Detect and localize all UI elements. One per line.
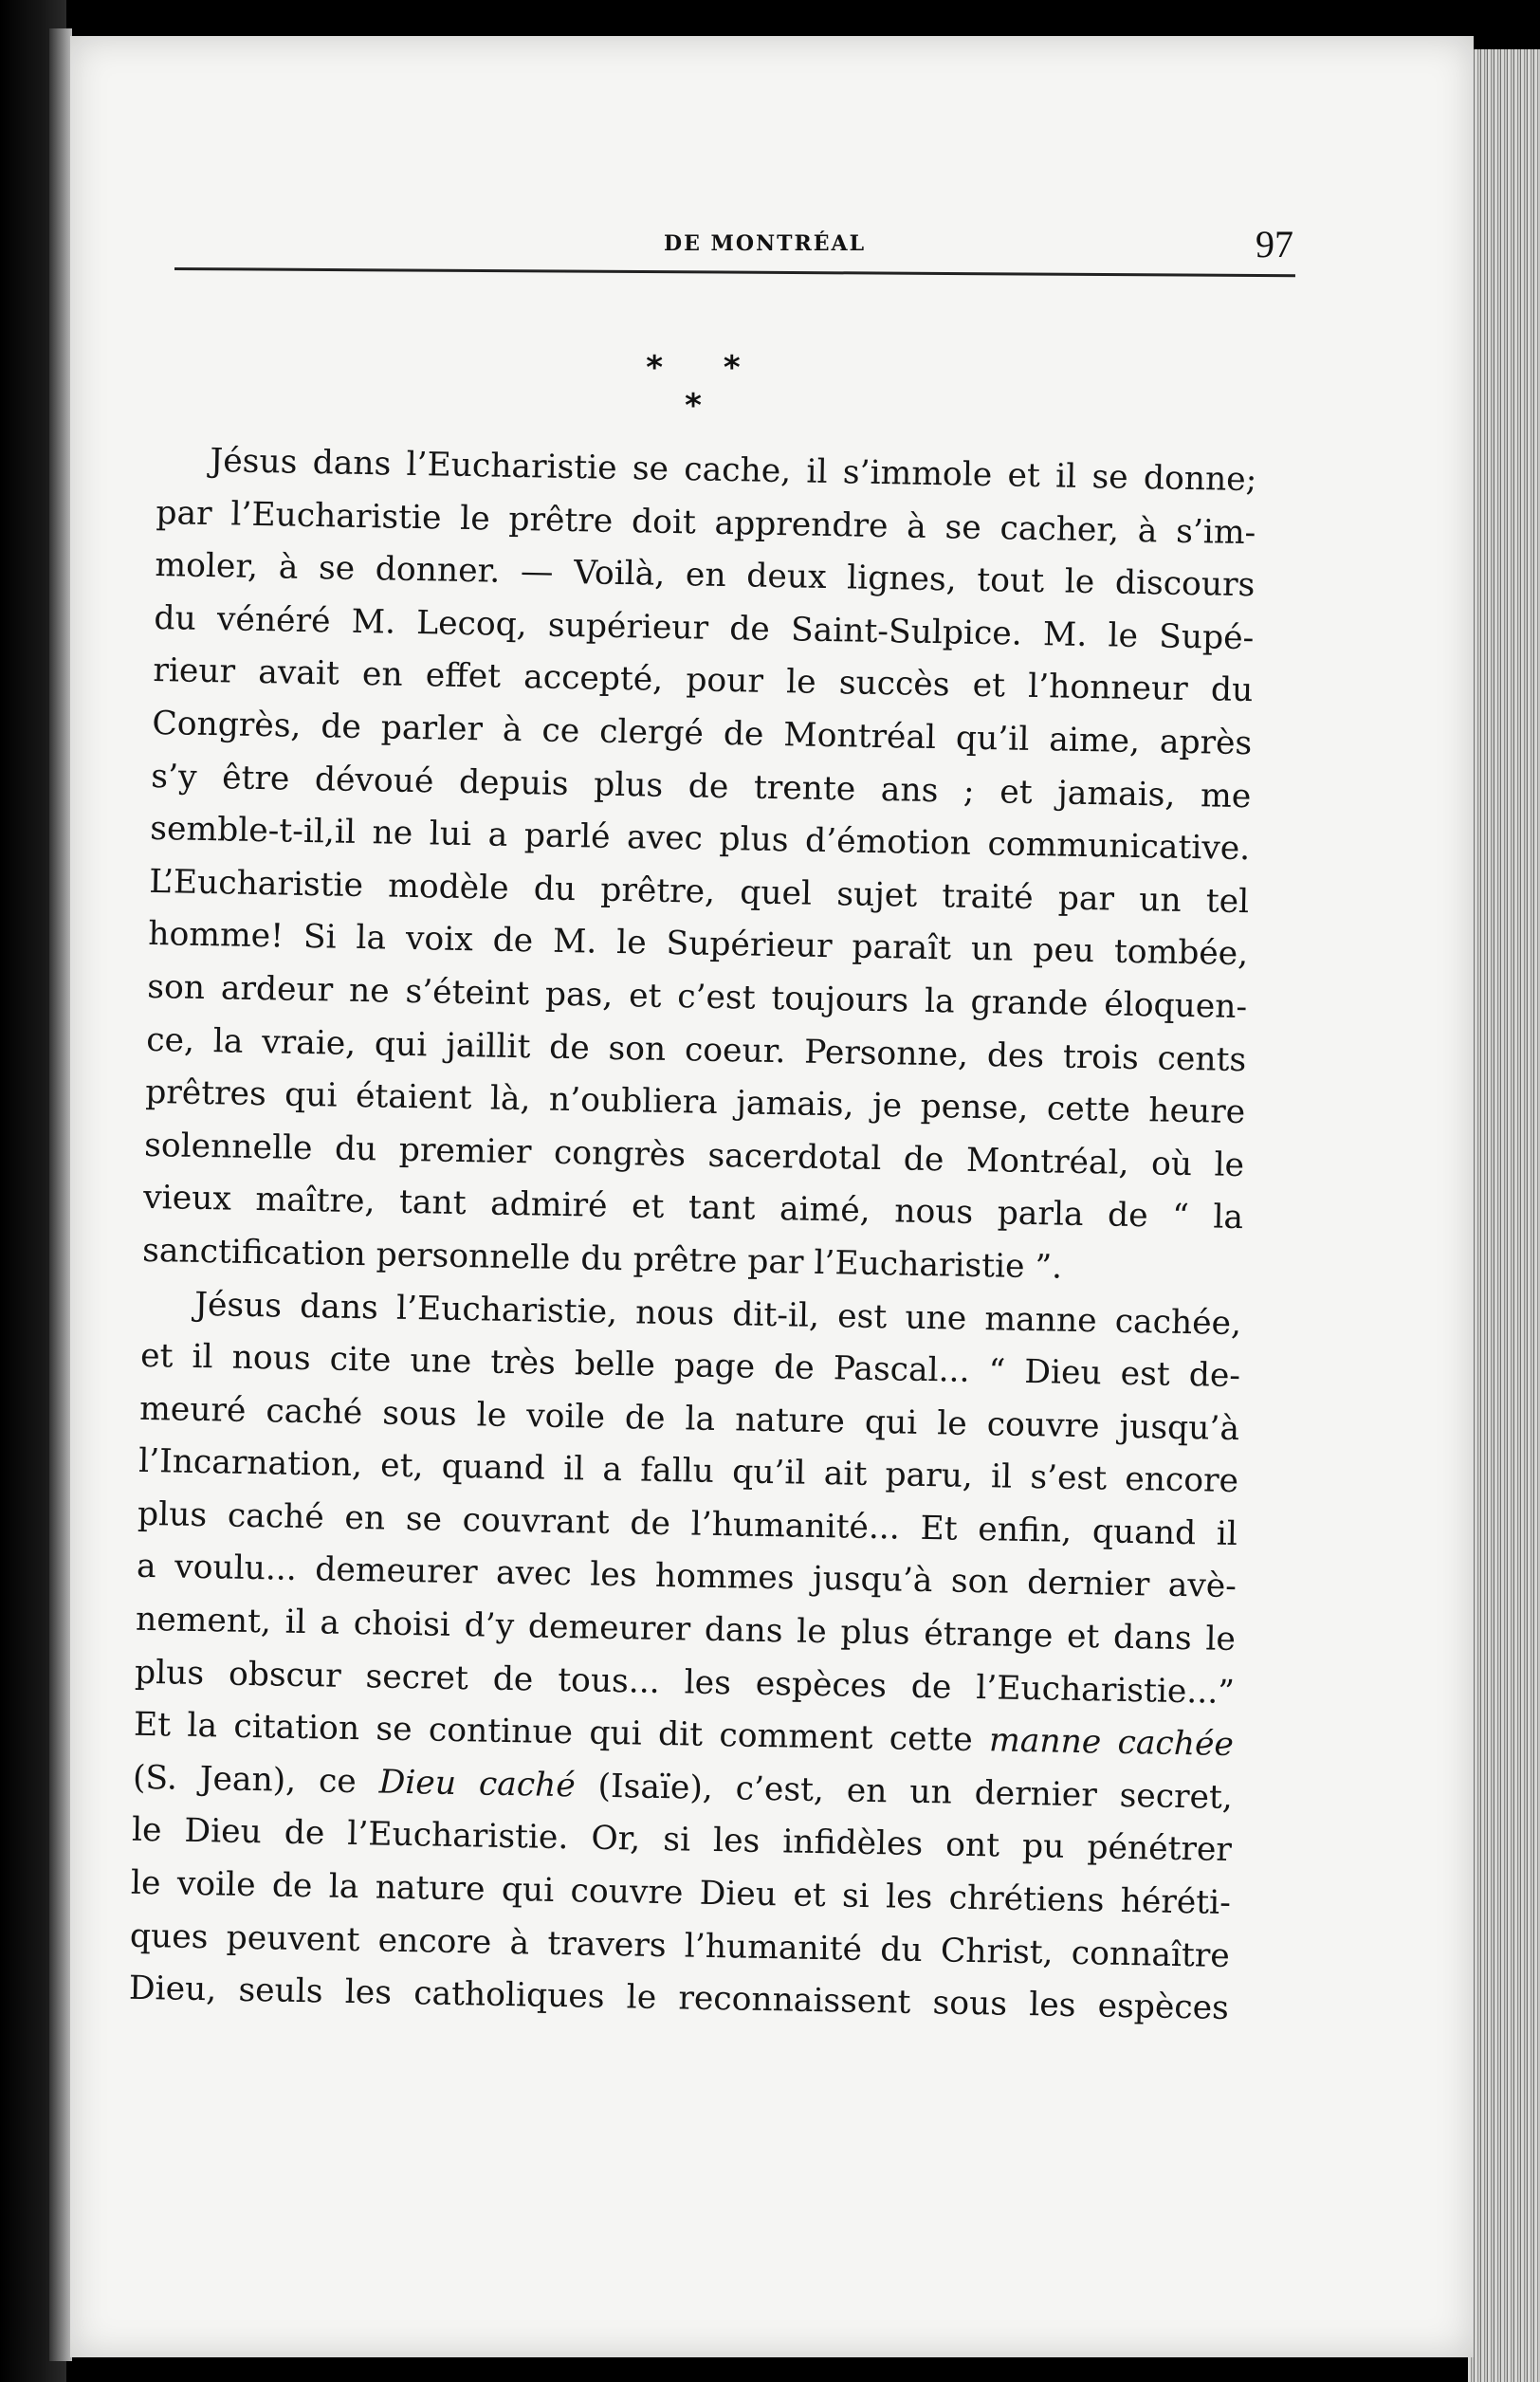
italic-phrase: manne cachée bbox=[988, 1721, 1235, 1765]
text-line: le voile de la nature qui couvre Dieu et si les chrétiens héréti- bbox=[130, 1863, 1232, 1923]
text-line: L’Eucharistie modèle du prêtre, quel sujet traité par un tel bbox=[148, 862, 1250, 921]
paragraph-1 bbox=[142, 434, 1257, 1298]
text-line: par l’Eucharistie le prêtre doit apprendre à se cacher, à s’im- bbox=[156, 493, 1256, 552]
text-line: homme! Si la voix de M. le Supérieur paraît un peu tombée, bbox=[147, 915, 1249, 974]
text-line: a voulu... demeurer avec les hommes jusqu’à son dernier avè- bbox=[136, 1548, 1238, 1606]
text-line: ce, la vraie, qui jaillit de son coeur. Personne, des trois cents bbox=[145, 1020, 1247, 1079]
text-line: du vénéré M. Lecoq, supérieur de Saint-Sulpice. M. le Supé- bbox=[154, 598, 1255, 658]
header-rule bbox=[174, 267, 1295, 277]
text-run: (Isaïe), c’est, en un dernier secret, bbox=[575, 1767, 1234, 1817]
text-line: semble-t-il,il ne lui a parlé avec plus d’émotion communicative. bbox=[150, 810, 1251, 869]
body-text bbox=[128, 434, 1256, 2036]
running-head: DE MONTRÉAL bbox=[664, 231, 867, 256]
text-line: prêtres qui étaient là, n’oubliera jamais, je pense, cette heure bbox=[144, 1073, 1246, 1132]
paragraph-2 bbox=[128, 1277, 1241, 2035]
text-line: meuré caché sous le voile de la nature qui le couvre jusqu’à bbox=[138, 1389, 1240, 1448]
text-line: Jésus dans l’Eucharistie, nous dit-il, est une manne cachée, bbox=[193, 1285, 1242, 1343]
text-line: son ardeur ne s’éteint pas, et c’est toujours la grande éloquen- bbox=[146, 967, 1248, 1027]
page-edges-stack bbox=[1468, 49, 1540, 2382]
text-line: vieux maître, tant admiré et tant aimé, nous parla de “ la bbox=[142, 1179, 1244, 1237]
previous-page-edge bbox=[49, 28, 72, 2361]
text-line: sanctification personnelle du prêtre par l’Eucharistie ”. bbox=[141, 1231, 1063, 1287]
book-page bbox=[70, 36, 1474, 2357]
page-number: 97 bbox=[1256, 223, 1293, 266]
text-line: et il nous cite une très belle page de Pascal... “ Dieu est de- bbox=[139, 1336, 1241, 1396]
page-header bbox=[174, 197, 1293, 266]
text-run: Et la citation se continue qui dit comment cette bbox=[133, 1706, 990, 1760]
text-line: l’Incarnation, et, quand il a fallu qu’il ait paru, il s’est encore bbox=[138, 1442, 1239, 1501]
text-line: moler, à se donner. — Voilà, en deux lignes, tout le discours bbox=[155, 546, 1256, 605]
text-line: ques peuvent encore à travers l’humanité du Christ, connaître bbox=[129, 1916, 1231, 1975]
text-line: plus caché en se couvrant de l’humanité... Et enfin, quand il bbox=[137, 1494, 1238, 1553]
text-line: Congrès, de parler à ce clergé de Montréal qu’il aime, après bbox=[152, 704, 1253, 763]
text-line: rieur avait en effet accepté, pour le succès et l’honneur du bbox=[153, 651, 1254, 710]
text-line: le Dieu de l’Eucharistie. Or, si les infidèles ont pu pénétrer bbox=[131, 1811, 1233, 1870]
text-line: s’y être dévoué depuis plus de trente ans ; et jamais, me bbox=[151, 757, 1252, 815]
italic-phrase: Dieu caché bbox=[378, 1763, 577, 1805]
text-line: Jésus dans l’Eucharistie se cache, il s’immole et il se donne; bbox=[210, 442, 1257, 500]
text-line: solennelle du premier congrès sacerdotal de Montréal, où le bbox=[143, 1126, 1245, 1184]
section-ornament: * * * bbox=[646, 349, 765, 425]
text-line: Dieu, seuls les catholiques le reconnaissent sous les espèces bbox=[128, 1969, 1230, 2028]
text-line: plus obscur secret de tous... les espèces de l’Eucharistie...” bbox=[134, 1653, 1236, 1712]
text-line: nement, il a choisi d’y demeurer dans le plus étrange et dans le bbox=[135, 1600, 1237, 1659]
text-run: (S. Jean), ce bbox=[132, 1758, 380, 1802]
